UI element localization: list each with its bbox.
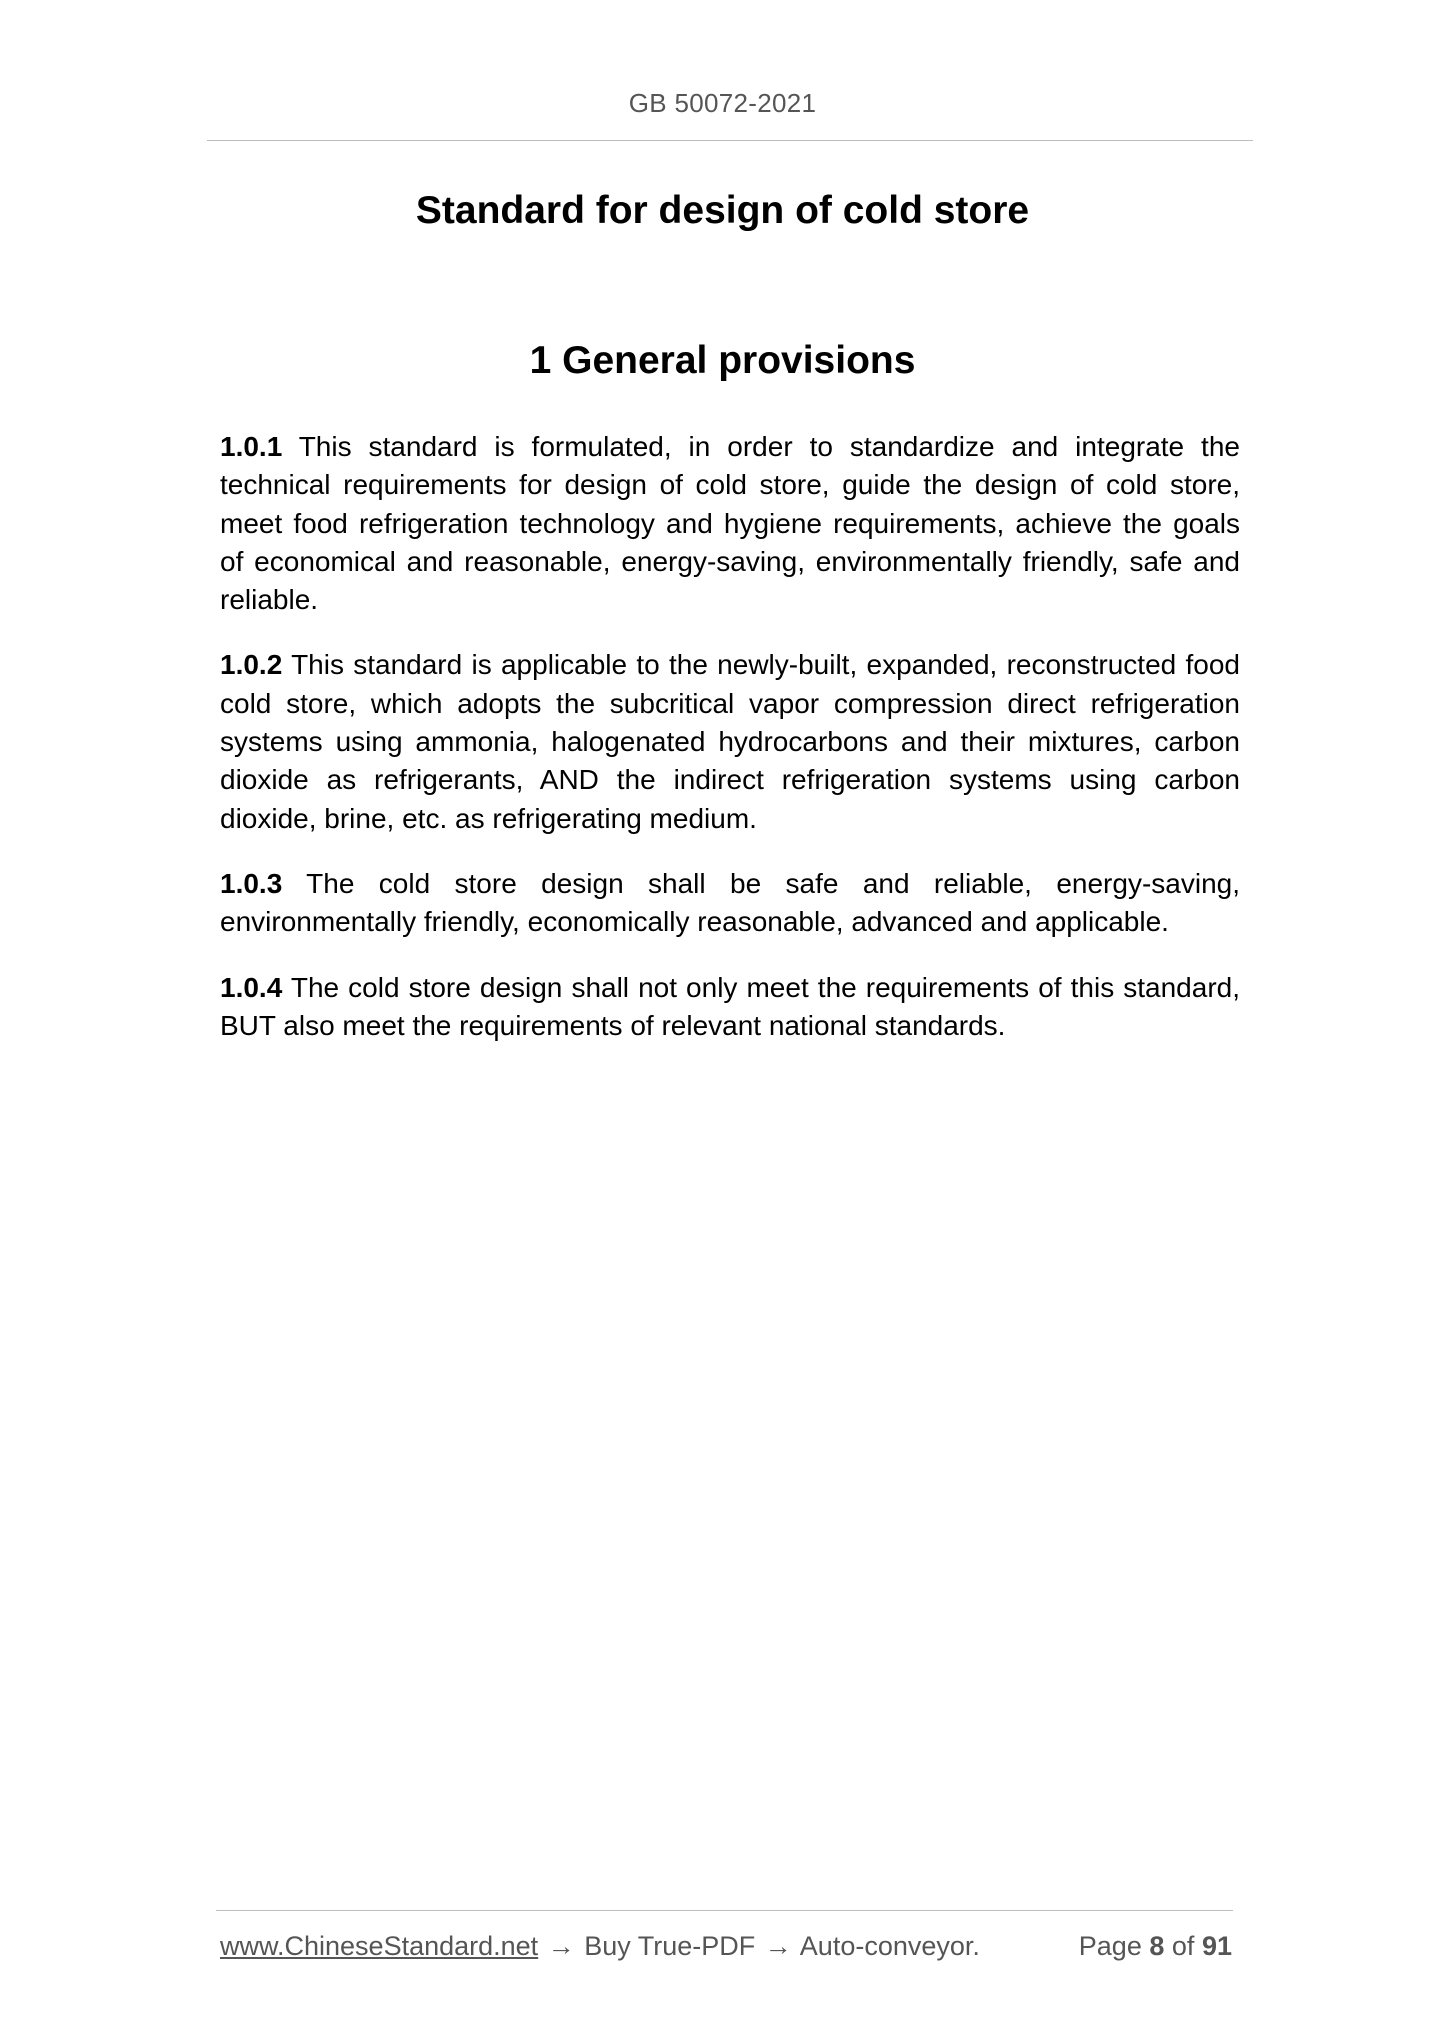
footer-divider [216,1910,1233,1911]
clause-1-0-1 [220,428,1240,619]
clause-number: 1.0.3 [220,867,283,899]
right-arrow-icon: → [764,1931,792,1961]
document-body [220,428,1240,1072]
clause-1-0-4 [220,969,1240,1046]
clause-number: 1.0.4 [220,971,283,1003]
clause-text: This standard is formulated, in order to standardize and integrate the technical requirements for design of cold store, guide the design of cold store, meet food refrigeration technology and hygiene requirements, achieve the goals of economical and reasonable, energy-saving, environmentally friendly, safe and reliable. [220,431,1240,616]
header-divider [207,140,1253,141]
page-current: 8 [1149,1931,1165,1961]
clause-text: This standard is applicable to the newly-built, expanded, reconstructed food cold store, which adopts the subcritical vapor compression direct refrigeration systems using ammonia, halogenated hydrocarbons and their mixtures, carbon dioxide as refrigerants, AND the indirect refrigeration systems using carbon dioxide, brine, etc. as refrigerating medium. [220,649,1240,834]
buy-true-pdf-text: Buy True-PDF [584,1931,756,1961]
website-link[interactable]: www.ChineseStandard.net [220,1931,539,1961]
auto-conveyor-text: Auto-conveyor. [799,1931,980,1961]
page-indicator [1079,1931,1232,1962]
page-label: Page [1078,1931,1142,1961]
chapter-title: 1 General provisions [529,339,916,382]
header-standard-code: GB 50072-2021 [628,88,817,118]
of-label: of [1171,1931,1195,1961]
document-title: Standard for design of cold store [415,189,1030,232]
clause-number: 1.0.1 [220,431,283,462]
clause-1-0-3 [220,865,1240,942]
clause-1-0-2 [220,646,1240,837]
clause-text: The cold store design shall be safe and reliable, energy-saving, environmentally friendly, economically reasonable, advanced and applicable. [220,867,1240,938]
page-footer [220,1931,1232,1967]
page-total: 91 [1201,1931,1232,1961]
clause-text: The cold store design shall not only meet the requirements of this standard, BUT also meet the requirements of relevant national standards. [220,971,1241,1041]
right-arrow-icon: → [547,1931,575,1961]
clause-number: 1.0.2 [220,649,283,681]
footer-promo [220,1931,980,1962]
